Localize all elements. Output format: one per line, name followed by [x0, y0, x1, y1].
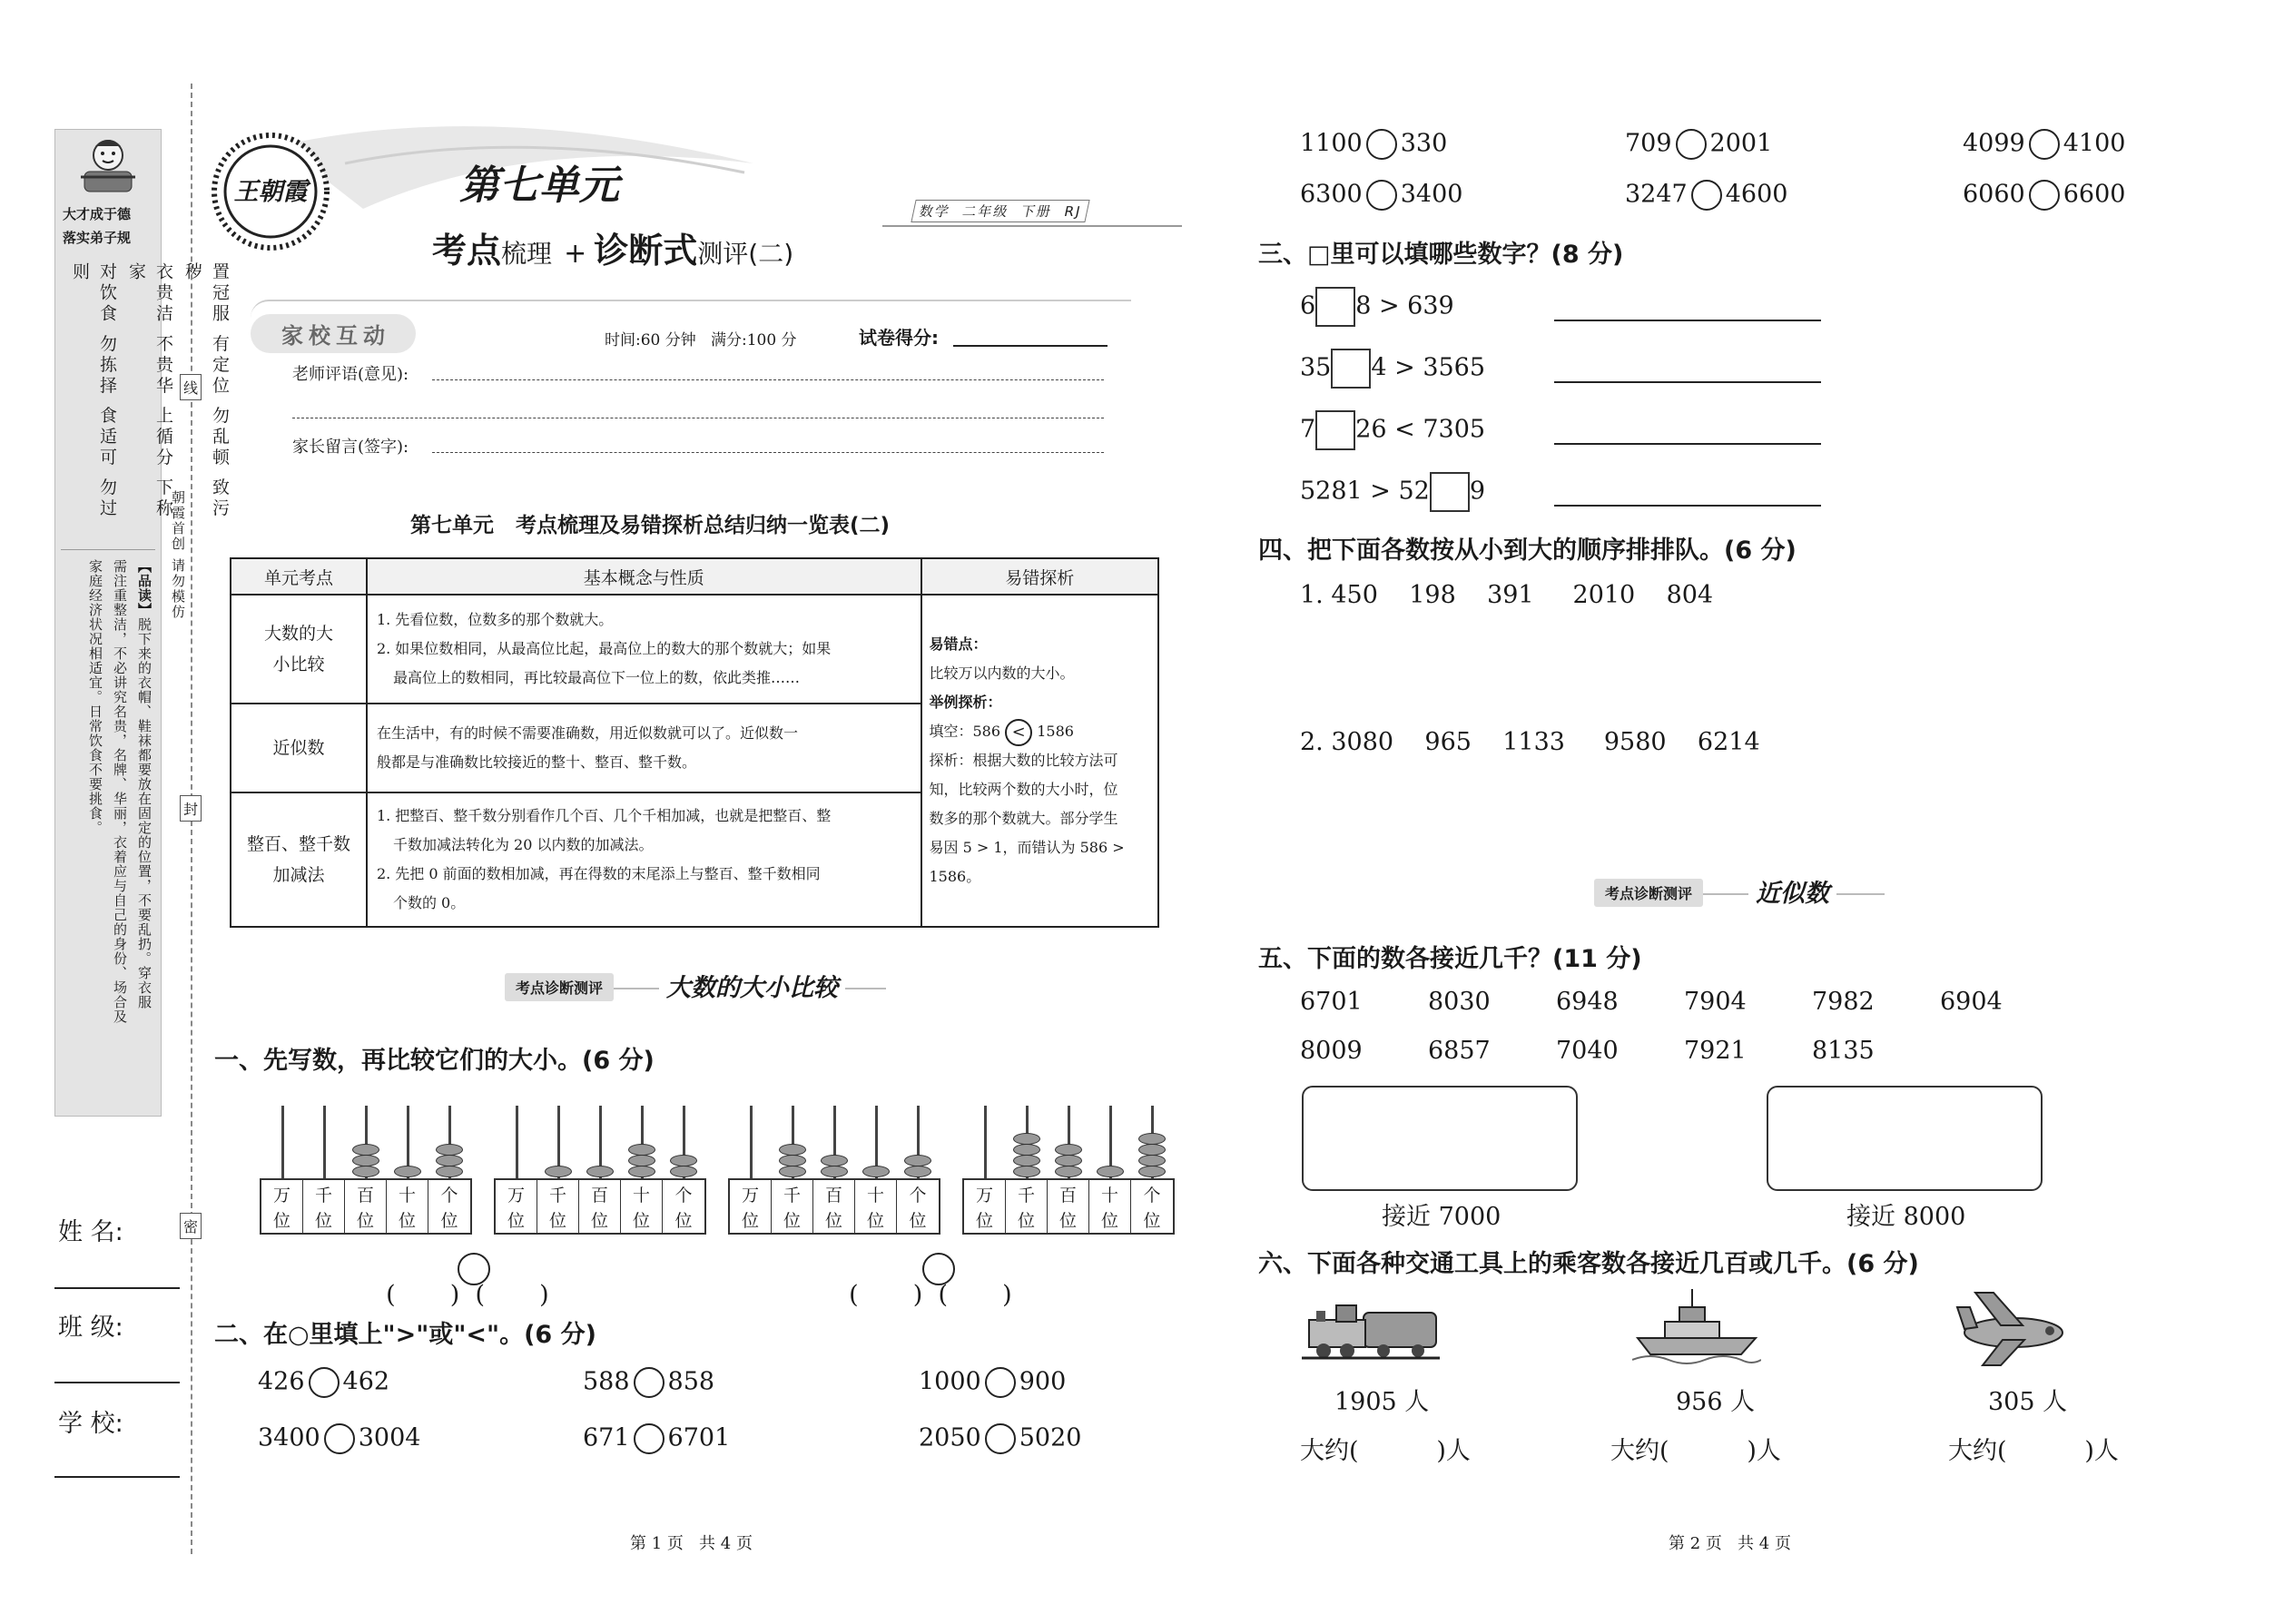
concept-line: 1. 先看位数，位数多的那个数就大。: [376, 611, 614, 628]
answer-line[interactable]: [1554, 320, 1821, 321]
abacus-bead: [670, 1155, 697, 1166]
approx-number: 6701: [1300, 988, 1363, 1016]
place-label: 百 位: [579, 1180, 621, 1233]
place-label: 千 位: [537, 1180, 579, 1233]
question-5: 五、下面的数各接近几千？(11 分): [1258, 945, 1642, 973]
unit-title: 第七单元: [459, 162, 619, 209]
concept-line: 千数加减法转化为 20 以内数的加减法。: [392, 836, 654, 853]
abacus-rod: [984, 1106, 987, 1180]
digit-item: [1300, 349, 1485, 389]
motto-top: 大才成于德: [63, 206, 132, 222]
answer-box-7000[interactable]: [1302, 1086, 1578, 1191]
compare-item[interactable]: [258, 1423, 420, 1454]
table-header: 易错探析: [921, 558, 1159, 595]
plane-icon: [1955, 1287, 2068, 1369]
digit-box[interactable]: [1430, 472, 1470, 512]
poem-col: 衣贵洁 不贵华 上循分 下称家: [126, 262, 173, 520]
reading-col: 需注重整洁，不必讲究名贵，名牌、华丽，衣着应与自己的身份、场合及: [112, 559, 128, 1024]
abacus-base: [260, 1178, 472, 1235]
abacus-bead: [1138, 1144, 1166, 1156]
school-field[interactable]: [54, 1476, 180, 1478]
abacus-bead: [436, 1155, 463, 1166]
concept-line: 2. 先把 0 前面的数相加减，再在得数的末尾添上与整百、整千数相同: [376, 865, 821, 882]
train-icon: [1300, 1294, 1442, 1367]
compare-circle-2[interactable]: [922, 1253, 955, 1285]
approx-row-1: [1300, 988, 2068, 1016]
num-left: 1000: [919, 1367, 981, 1396]
cut-mark: 封: [180, 795, 202, 822]
approx-number: 6948: [1556, 988, 1619, 1016]
poem-block: [66, 262, 233, 535]
error-line: 比较万以内数的大小。: [929, 664, 1075, 682]
answer-box-8000[interactable]: [1767, 1086, 2043, 1191]
abacus-bead: [904, 1155, 931, 1166]
score-field[interactable]: [953, 345, 1108, 347]
subtitle-plus: +: [564, 238, 587, 270]
concept-line: 1. 把整百、整千数分别看作几个百、几个千相加减，也就是把整百、整: [376, 807, 832, 824]
error-line: 举例探析：: [929, 694, 1002, 711]
num-left: 6060: [1963, 180, 2025, 209]
compare-blank-text: ( ) ( ): [849, 1281, 1012, 1309]
compare-item[interactable]: [1963, 180, 2125, 211]
passenger-count: 305 人: [1988, 1388, 2068, 1416]
reading-label: 【品读】: [136, 559, 153, 617]
compare-blank-2[interactable]: [833, 1253, 1012, 1309]
cut-mark: 密: [180, 1213, 202, 1239]
place-label: 个 位: [440, 1186, 458, 1231]
num-left: 4099: [1963, 129, 2025, 158]
ship-icon: [1632, 1285, 1761, 1367]
abacus-bead: [779, 1155, 806, 1166]
digit-box[interactable]: [1315, 287, 1355, 327]
teacher-line-1[interactable]: [432, 379, 1104, 380]
abacus-bead: [436, 1166, 463, 1177]
abacus-bead: [1013, 1133, 1040, 1145]
abacus-bead: [1138, 1133, 1166, 1145]
num-right: 2001: [1709, 129, 1773, 158]
error-line: 易错点：: [929, 635, 988, 653]
approx-number: 8030: [1428, 988, 1491, 1016]
error-line: 探析：根据大数的比较方法可: [929, 752, 1118, 769]
compare-circle[interactable]: [2029, 129, 2060, 160]
name-label: 姓 名:: [58, 1218, 123, 1246]
compare-item[interactable]: [1300, 180, 1462, 211]
abacus-bead: [394, 1166, 421, 1177]
abacus-bead: [436, 1144, 463, 1156]
compare-item[interactable]: [258, 1367, 389, 1398]
compare-circle[interactable]: [1366, 180, 1397, 211]
num-right: 6701: [667, 1423, 731, 1452]
num-right: 5020: [1019, 1423, 1082, 1452]
digit-item: [1300, 410, 1485, 450]
num-left: 2050: [919, 1423, 981, 1452]
abacus-bead: [545, 1166, 572, 1177]
abacus-bead: [586, 1166, 614, 1177]
question-3: 三、□里可以填哪些数字？(8 分): [1258, 241, 1624, 269]
abacus-bead: [779, 1144, 806, 1156]
abacus-bead: [1013, 1144, 1040, 1156]
compare-item[interactable]: [583, 1423, 730, 1454]
error-cell: [921, 595, 1159, 927]
num-right: 462: [342, 1367, 390, 1396]
subtitle-a: 考点: [432, 231, 502, 271]
class-label: 班 级:: [58, 1314, 123, 1342]
compare-blank-text: ( ) ( ): [386, 1281, 549, 1309]
abacus-bead: [1138, 1166, 1166, 1177]
error-line: 数多的那个数就大。部分学生: [929, 810, 1118, 827]
compare-circle-1[interactable]: [458, 1253, 490, 1285]
compare-circle[interactable]: [1676, 129, 1707, 160]
place-label: 万 位: [964, 1180, 1006, 1233]
place-label: 百 位: [345, 1180, 387, 1233]
subtitle-c: 诊断式: [594, 231, 698, 271]
approx-number: 6857: [1428, 1037, 1491, 1065]
page-subtitle: [432, 222, 793, 272]
order-line-1: 1. 450 198 391 2010 804: [1300, 581, 1714, 609]
estimate-blank[interactable]: 大约( )人: [1610, 1437, 1781, 1465]
place-label: 十 位: [621, 1180, 663, 1233]
digit-left: 35: [1300, 353, 1332, 382]
num-left: 3247: [1625, 180, 1688, 209]
box-label-8000: 接近 8000: [1846, 1203, 1966, 1231]
class-field[interactable]: [54, 1382, 180, 1383]
error-line: 1586: [1037, 723, 1074, 740]
section-title: 近似数: [1748, 873, 1836, 909]
place-label: 万 位: [496, 1180, 537, 1233]
abacus-base: [962, 1178, 1175, 1235]
approx-number: 7982: [1812, 988, 1875, 1016]
compare-item[interactable]: [583, 1367, 714, 1398]
place-label: 十 位: [855, 1180, 897, 1233]
compare-circle[interactable]: [2029, 180, 2060, 211]
abacus-bead: [1138, 1155, 1166, 1166]
place-label: 个 位: [909, 1186, 927, 1231]
compare-circle[interactable]: [985, 1423, 1016, 1454]
abacus-bead: [670, 1166, 697, 1177]
concept-line: 般都是与准确数比较接近的整十、整百、整千数。: [376, 753, 696, 771]
cut-mark: 线: [180, 374, 202, 400]
digit-right: 8 > 639: [1355, 291, 1454, 320]
num-right: 3400: [1400, 180, 1463, 209]
concept-line: 在生活中，有的时候不需要准确数，用近似数就可以了。近似数一: [376, 724, 798, 742]
approx-number: 7921: [1684, 1037, 1747, 1065]
copyright-note: 朝霞首创 请勿模仿: [170, 490, 186, 620]
estimate-blank[interactable]: 大约( )人: [1948, 1437, 2119, 1465]
abacus-bead: [1013, 1166, 1040, 1177]
num-left: 6300: [1300, 180, 1363, 209]
answer-line[interactable]: [1554, 443, 1821, 445]
compare-circle[interactable]: [634, 1367, 665, 1398]
abacus-bead: [352, 1166, 379, 1177]
error-line: 知，比较两个数的大小时，位: [929, 781, 1118, 798]
place-label: 千 位: [772, 1180, 813, 1233]
digit-right: 9: [1469, 477, 1486, 506]
abacus-base: [494, 1178, 706, 1235]
section-tag: 考点诊断测评: [505, 973, 614, 1001]
digit-item: [1300, 287, 1454, 327]
digit-box[interactable]: [1315, 410, 1355, 450]
reading-col: 家庭经济状况相适宜。日常饮食不要挑食。: [87, 559, 103, 835]
order-line-2: 2. 3080 965 1133 9580 6214: [1300, 728, 1760, 756]
place-label: 百 位: [1048, 1180, 1089, 1233]
digit-left: 6: [1300, 291, 1316, 320]
answer-line[interactable]: [1554, 505, 1821, 507]
abacus-bead: [628, 1166, 655, 1177]
logo-text: 王朝霞: [233, 178, 308, 206]
num-left: 671: [583, 1423, 630, 1452]
place-label: 十 位: [1089, 1180, 1131, 1233]
compare-circle[interactable]: [1691, 180, 1722, 211]
reading-block: [61, 549, 155, 1094]
num-left: 709: [1625, 129, 1672, 158]
compare-circle: <: [1005, 719, 1032, 746]
summary-title: 第七单元 考点梳理及易错探析总结归纳一览表(二): [410, 514, 891, 537]
digit-right: 26 < 7305: [1355, 415, 1486, 444]
header-rule: [882, 225, 1182, 227]
time-info: 时间:60 分钟 满分:100 分: [605, 331, 797, 349]
abacus-rod: [750, 1106, 753, 1180]
place-label: 万 位: [730, 1180, 772, 1233]
approx-number: 8009: [1300, 1037, 1363, 1065]
num-left: 426: [258, 1367, 305, 1396]
num-right: 4100: [2063, 129, 2126, 158]
abacus: [728, 1106, 940, 1255]
section-bar-1: [505, 968, 886, 1009]
concept-line: 2. 如果位数相同，从最高位比起，最高位上的数大的那个数就大；如果: [376, 640, 832, 657]
poem-col: 对饮食 勿拣择 食适可 勿过则: [70, 262, 117, 520]
passenger-count: 1905 人: [1334, 1388, 1430, 1416]
num-right: 6600: [2063, 180, 2126, 209]
abacus-bead: [821, 1166, 848, 1177]
abacus-bead: [821, 1155, 848, 1166]
question-1: 一、先写数，再比较它们的大小。(6 分): [214, 1047, 655, 1075]
answer-line[interactable]: [1554, 381, 1821, 383]
abacus-rod: [323, 1106, 326, 1180]
subtitle-b: 梳理: [501, 239, 553, 269]
section-bar-2: [1594, 873, 1885, 915]
digit-item: [1300, 472, 1485, 512]
table-header: 单元考点: [231, 558, 367, 595]
abacus-base: [728, 1178, 940, 1235]
school-label: 学 校:: [58, 1410, 123, 1438]
page-footer-2: 第 2 页 共 4 页: [1669, 1534, 1791, 1553]
reading-col: 脱下来的衣帽、鞋袜都要放在固定的位置，不要乱扔。穿衣服: [136, 617, 153, 1009]
approx-row-2: [1300, 1037, 1940, 1065]
abacus-rod: [281, 1106, 284, 1180]
parent-line[interactable]: [432, 452, 1104, 453]
abacus: [494, 1106, 706, 1255]
family-badge: 家校互动: [251, 314, 416, 353]
abacus-rod: [516, 1106, 518, 1180]
abacus-bead: [1055, 1166, 1082, 1177]
section-title: 大数的大小比较: [659, 968, 845, 1003]
abacus-bead: [1055, 1144, 1082, 1156]
error-line: 易因 5 > 1，而错认为 586 >: [929, 839, 1125, 856]
topic-cell: 近似数: [231, 704, 367, 792]
digit-right: 4 > 3565: [1371, 353, 1486, 382]
grade-meta: 数学 二年级 下册 RJ: [911, 200, 1090, 222]
compare-circle[interactable]: [309, 1367, 340, 1398]
abacus-bead: [1097, 1166, 1124, 1177]
concept-line: 最高位上的数相同，再比较最高位下一位上的数，依此类推……: [392, 669, 800, 686]
concept-line: 个数的 0。: [392, 894, 466, 911]
approx-number: 6904: [1940, 988, 2003, 1016]
teacher-label: 老师评语(意见):: [292, 365, 409, 384]
compare-item[interactable]: [919, 1423, 1081, 1454]
logo: [211, 132, 330, 251]
error-line: 1586。: [929, 868, 981, 885]
place-label: 百 位: [813, 1180, 855, 1233]
digit-left: 5281 > 52: [1300, 477, 1430, 506]
num-right: 900: [1019, 1367, 1067, 1396]
abacus-bead: [628, 1155, 655, 1166]
section-tag: 考点诊断测评: [1594, 879, 1703, 907]
table-header-row: [231, 558, 1158, 595]
parent-label: 家长留言(签字):: [292, 438, 409, 457]
place-label: 千 位: [1006, 1180, 1048, 1233]
num-left: 1100: [1300, 129, 1363, 158]
abacus-bead: [904, 1166, 931, 1177]
abacus-bead: [352, 1155, 379, 1166]
compare-circle[interactable]: [634, 1423, 665, 1454]
place-label: 千 位: [303, 1180, 345, 1233]
approx-number: 8135: [1812, 1037, 1875, 1065]
question-2: 二、在○里填上">"或"<"。(6 分): [214, 1321, 596, 1349]
topic-cell: 整百、整千数加减法: [246, 834, 350, 885]
compare-item[interactable]: [919, 1367, 1066, 1398]
compare-circle[interactable]: [324, 1423, 355, 1454]
abacus-bead: [628, 1144, 655, 1156]
abacus: [962, 1106, 1175, 1255]
digit-left: 7: [1300, 415, 1316, 444]
digit-box[interactable]: [1331, 349, 1371, 389]
num-right: 858: [667, 1367, 715, 1396]
place-label: 个 位: [674, 1186, 693, 1231]
compare-circle[interactable]: [985, 1367, 1016, 1398]
compare-circle[interactable]: [1366, 129, 1397, 160]
place-label: 万 位: [261, 1180, 303, 1233]
compare-item[interactable]: [1300, 129, 1447, 160]
approx-number: 7904: [1684, 988, 1747, 1016]
compare-item[interactable]: [1963, 129, 2125, 160]
abacus-bead: [352, 1144, 379, 1156]
question-4: 四、把下面各数按从小到大的顺序排排队。(6 分): [1258, 536, 1797, 565]
table-row: [231, 595, 1158, 704]
abacus-bead: [779, 1166, 806, 1177]
subtitle-d: 测评(二): [697, 239, 794, 269]
page-footer-1: 第 1 页 共 4 页: [630, 1534, 753, 1553]
abacus-bead: [1055, 1155, 1082, 1166]
num-right: 4600: [1725, 180, 1788, 209]
motto-bottom: 落实弟子规: [63, 230, 132, 246]
estimate-blank[interactable]: 大约( )人: [1300, 1437, 1471, 1465]
error-line: 填空：586: [929, 723, 1001, 740]
question-6: 六、下面各种交通工具上的乘客数各接近几百或几千。(6 分): [1258, 1250, 1919, 1278]
mascot-icon: [75, 135, 141, 195]
passenger-count: 956 人: [1676, 1388, 1756, 1416]
table-header: 基本概念与性质: [367, 558, 921, 595]
score-label: 试卷得分:: [859, 327, 939, 349]
poem-col: 置冠服 有定位 勿乱顿 致污秽: [182, 262, 230, 520]
num-right: 3004: [358, 1423, 421, 1452]
topic-cell: 大数的大小比较: [263, 624, 333, 674]
num-right: 330: [1400, 129, 1448, 158]
abacus-bead: [862, 1166, 890, 1177]
compare-item[interactable]: [1625, 180, 1787, 211]
compare-item[interactable]: [1625, 129, 1772, 160]
name-field[interactable]: [54, 1287, 180, 1289]
place-label: 十 位: [387, 1180, 428, 1233]
num-left: 3400: [258, 1423, 320, 1452]
num-left: 588: [583, 1367, 630, 1396]
box-label-7000: 接近 7000: [1382, 1203, 1501, 1231]
approx-number: 7040: [1556, 1037, 1619, 1065]
place-label: 个 位: [1143, 1186, 1161, 1231]
abacus-bead: [1013, 1155, 1040, 1166]
abacus: [260, 1106, 472, 1255]
summary-table: [230, 557, 1159, 928]
